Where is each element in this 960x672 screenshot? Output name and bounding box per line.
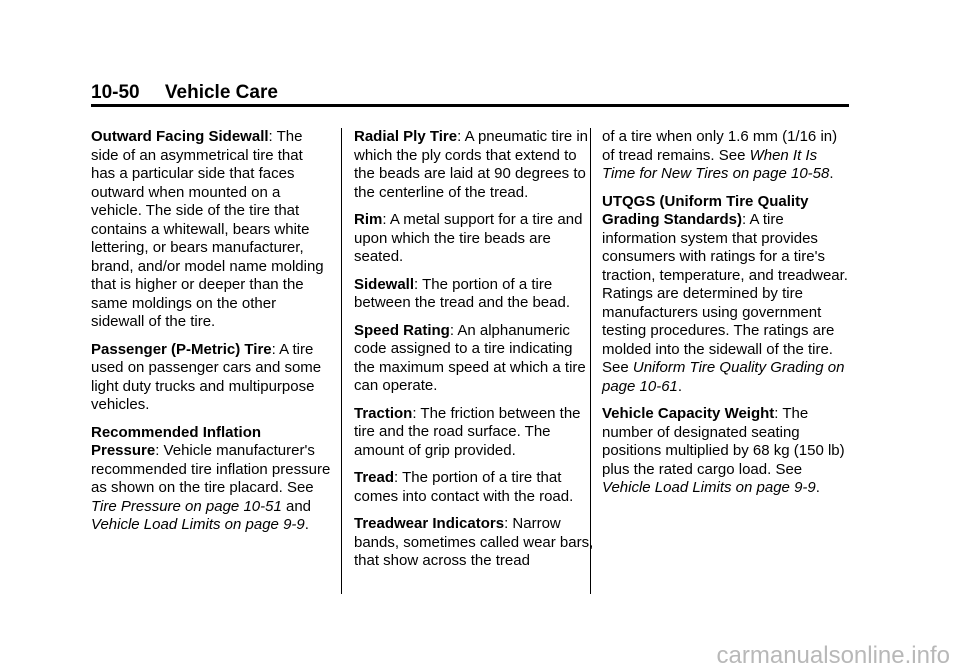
definition-radial-ply-tire: Radial Ply Tire: A pneumatic tire in which the ply cords that extend to the beads are laid at 90 degrees to the centerline of the tread. bbox=[354, 128, 589, 201]
header-rule bbox=[91, 104, 849, 107]
definition-term: Radial Ply Tire bbox=[354, 128, 458, 145]
definition-outward-facing-sidewall: Outward Facing Sidewall: The side of an asymmetrical tire that has a particular side that faces outward when mounted on a vehicle. The side of the tire that contains a whitewall, bears white lettering, or bears manufacturer, brand, and/or model name molding that is higher or deeper than the same moldings on the other sidewall of the tire. bbox=[91, 128, 324, 330]
definition-sidewall: Sidewall: The portion of a tire between the tread and the bead. bbox=[354, 275, 571, 311]
column-1 bbox=[91, 128, 331, 544]
definition-term: Recommended Inflation Pressure bbox=[91, 423, 262, 459]
definition-term: Sidewall bbox=[354, 275, 415, 293]
definition-recommended-inflation-pressure: Recommended Inflation Pressure: Vehicle manufacturer's recommended tire inflation pressure as shown on the tire placard. See Tire Pressure on page 10-51 and Vehicle Load Limits on page 9-9. bbox=[91, 423, 331, 533]
definition-term: Rim bbox=[354, 211, 383, 228]
column-3 bbox=[602, 128, 852, 507]
definition-text: The friction between the tire and the road surface. The amount of grip provided. bbox=[354, 404, 581, 459]
definition-text: Narrow bands, sometimes called wear bars, that show across the tread bbox=[354, 515, 594, 569]
definition-text: The side of an asymmetrical tire that has a particular side that faces outward when mounted on a vehicle. The side of the tire that contains a whitewall, bears white lettering, or bears manufacturer, brand, and/or model name molding that is higher or deeper than the same moldings on the other sidewall of the tire. bbox=[91, 128, 324, 330]
definition-term: Vehicle Capacity Weight bbox=[602, 405, 775, 422]
column-divider-1 bbox=[341, 128, 342, 594]
cross-reference-link[interactable]: Uniform Tire Quality Grading on page 10-61 bbox=[602, 359, 845, 395]
definition-continuation: of a tire when only 1.6 mm (1/16 in) of tread remains. See When It Is Time for New Tires on page 10-58. bbox=[602, 128, 838, 182]
cross-reference-link[interactable]: Vehicle Load Limits on page 9-9 bbox=[91, 516, 305, 533]
definition-term: Speed Rating bbox=[354, 321, 450, 339]
definition-text: A tire information system that provides consumers with ratings for a tire's traction, temperature, and treadwear. Ratings are determined by tire manufacturers using government testing procedures. The ratings are molded into the sidewall of the tire. See bbox=[602, 211, 848, 376]
cross-reference-link[interactable]: Vehicle Load Limits on page 9-9 bbox=[602, 479, 816, 496]
page-header bbox=[91, 82, 278, 104]
definition-passenger-tire: Passenger (P-Metric) Tire: A tire used on passenger cars and some light duty trucks and multipurpose vehicles. bbox=[91, 340, 322, 413]
definition-text: The portion of a tire between the tread and the bead. bbox=[354, 275, 571, 311]
definition-text: A tire used on passenger cars and some light duty trucks and multipurpose vehicles. bbox=[91, 340, 322, 413]
definition-utqgs: UTQGS (Uniform Tire Quality Grading Standards): A tire information system that provides consumers with ratings for a tire's traction, temperature, and treadwear. Ratings are determined by tire manufacturers using government testing procedures. The ratings are molded into the sidewall of the tire. See Uniform Tire Quality Grading on page 10-61. bbox=[602, 192, 848, 395]
watermark: carmanualsonline.info bbox=[716, 642, 950, 669]
definition-rim: Rim: A metal support for a tire and upon which the tire beads are seated. bbox=[354, 211, 583, 265]
definition-text: of a tire when only 1.6 mm (1/16 in) of tread remains. See bbox=[602, 128, 838, 164]
section-title: Vehicle Care bbox=[164, 82, 278, 103]
definition-text: Vehicle manufacturer's recommended tire inflation pressure as shown on the tire placard. See bbox=[91, 442, 331, 496]
page-number: 10-50 bbox=[91, 82, 140, 103]
definition-text: A pneumatic tire in which the ply cords that extend to the beads are laid at 90 degrees to the centerline of the tread. bbox=[354, 128, 589, 201]
definition-term: Tread bbox=[354, 469, 395, 486]
definition-text: The portion of a tire that comes into contact with the road. bbox=[354, 469, 574, 505]
definition-term: Treadwear Indicators bbox=[354, 515, 505, 532]
cross-reference-link[interactable]: Tire Pressure on page 10-51 bbox=[91, 497, 282, 515]
definition-vehicle-capacity-weight: Vehicle Capacity Weight: The number of designated seating positions multiplied by 68 kg (150 lb) plus the rated cargo load. See Vehicle Load Limits on page 9-9. bbox=[602, 405, 845, 496]
definition-traction: Traction: The friction between the tire and the road surface. The amount of grip provided. bbox=[354, 404, 581, 459]
definition-text: The number of designated seating positions multiplied by 68 kg (150 lb) plus the rated cargo load. See bbox=[602, 405, 845, 478]
definition-text: A metal support for a tire and upon which the tire beads are seated. bbox=[354, 211, 583, 265]
definition-speed-rating: Speed Rating: An alphanumeric code assigned to a tire indicating the maximum speed at which a tire can operate. bbox=[354, 321, 586, 394]
definition-term: Outward Facing Sidewall bbox=[91, 128, 269, 145]
definition-tread: Tread: The portion of a tire that comes into contact with the road. bbox=[354, 469, 574, 505]
cross-reference-link[interactable]: When It Is Time for New Tires on page 10-58 bbox=[602, 146, 830, 182]
definition-treadwear-indicators: Treadwear Indicators: Narrow bands, sometimes called wear bars, that show across the tread bbox=[354, 515, 594, 569]
definition-term: Traction bbox=[354, 404, 413, 422]
definition-term: UTQGS (Uniform Tire Quality Grading Standards) bbox=[602, 192, 809, 228]
definition-term: Passenger (P-Metric) Tire bbox=[91, 340, 272, 358]
column-2 bbox=[354, 128, 594, 580]
definition-text: An alphanumeric code assigned to a tire indicating the maximum speed at which a tire can operate. bbox=[354, 321, 586, 394]
